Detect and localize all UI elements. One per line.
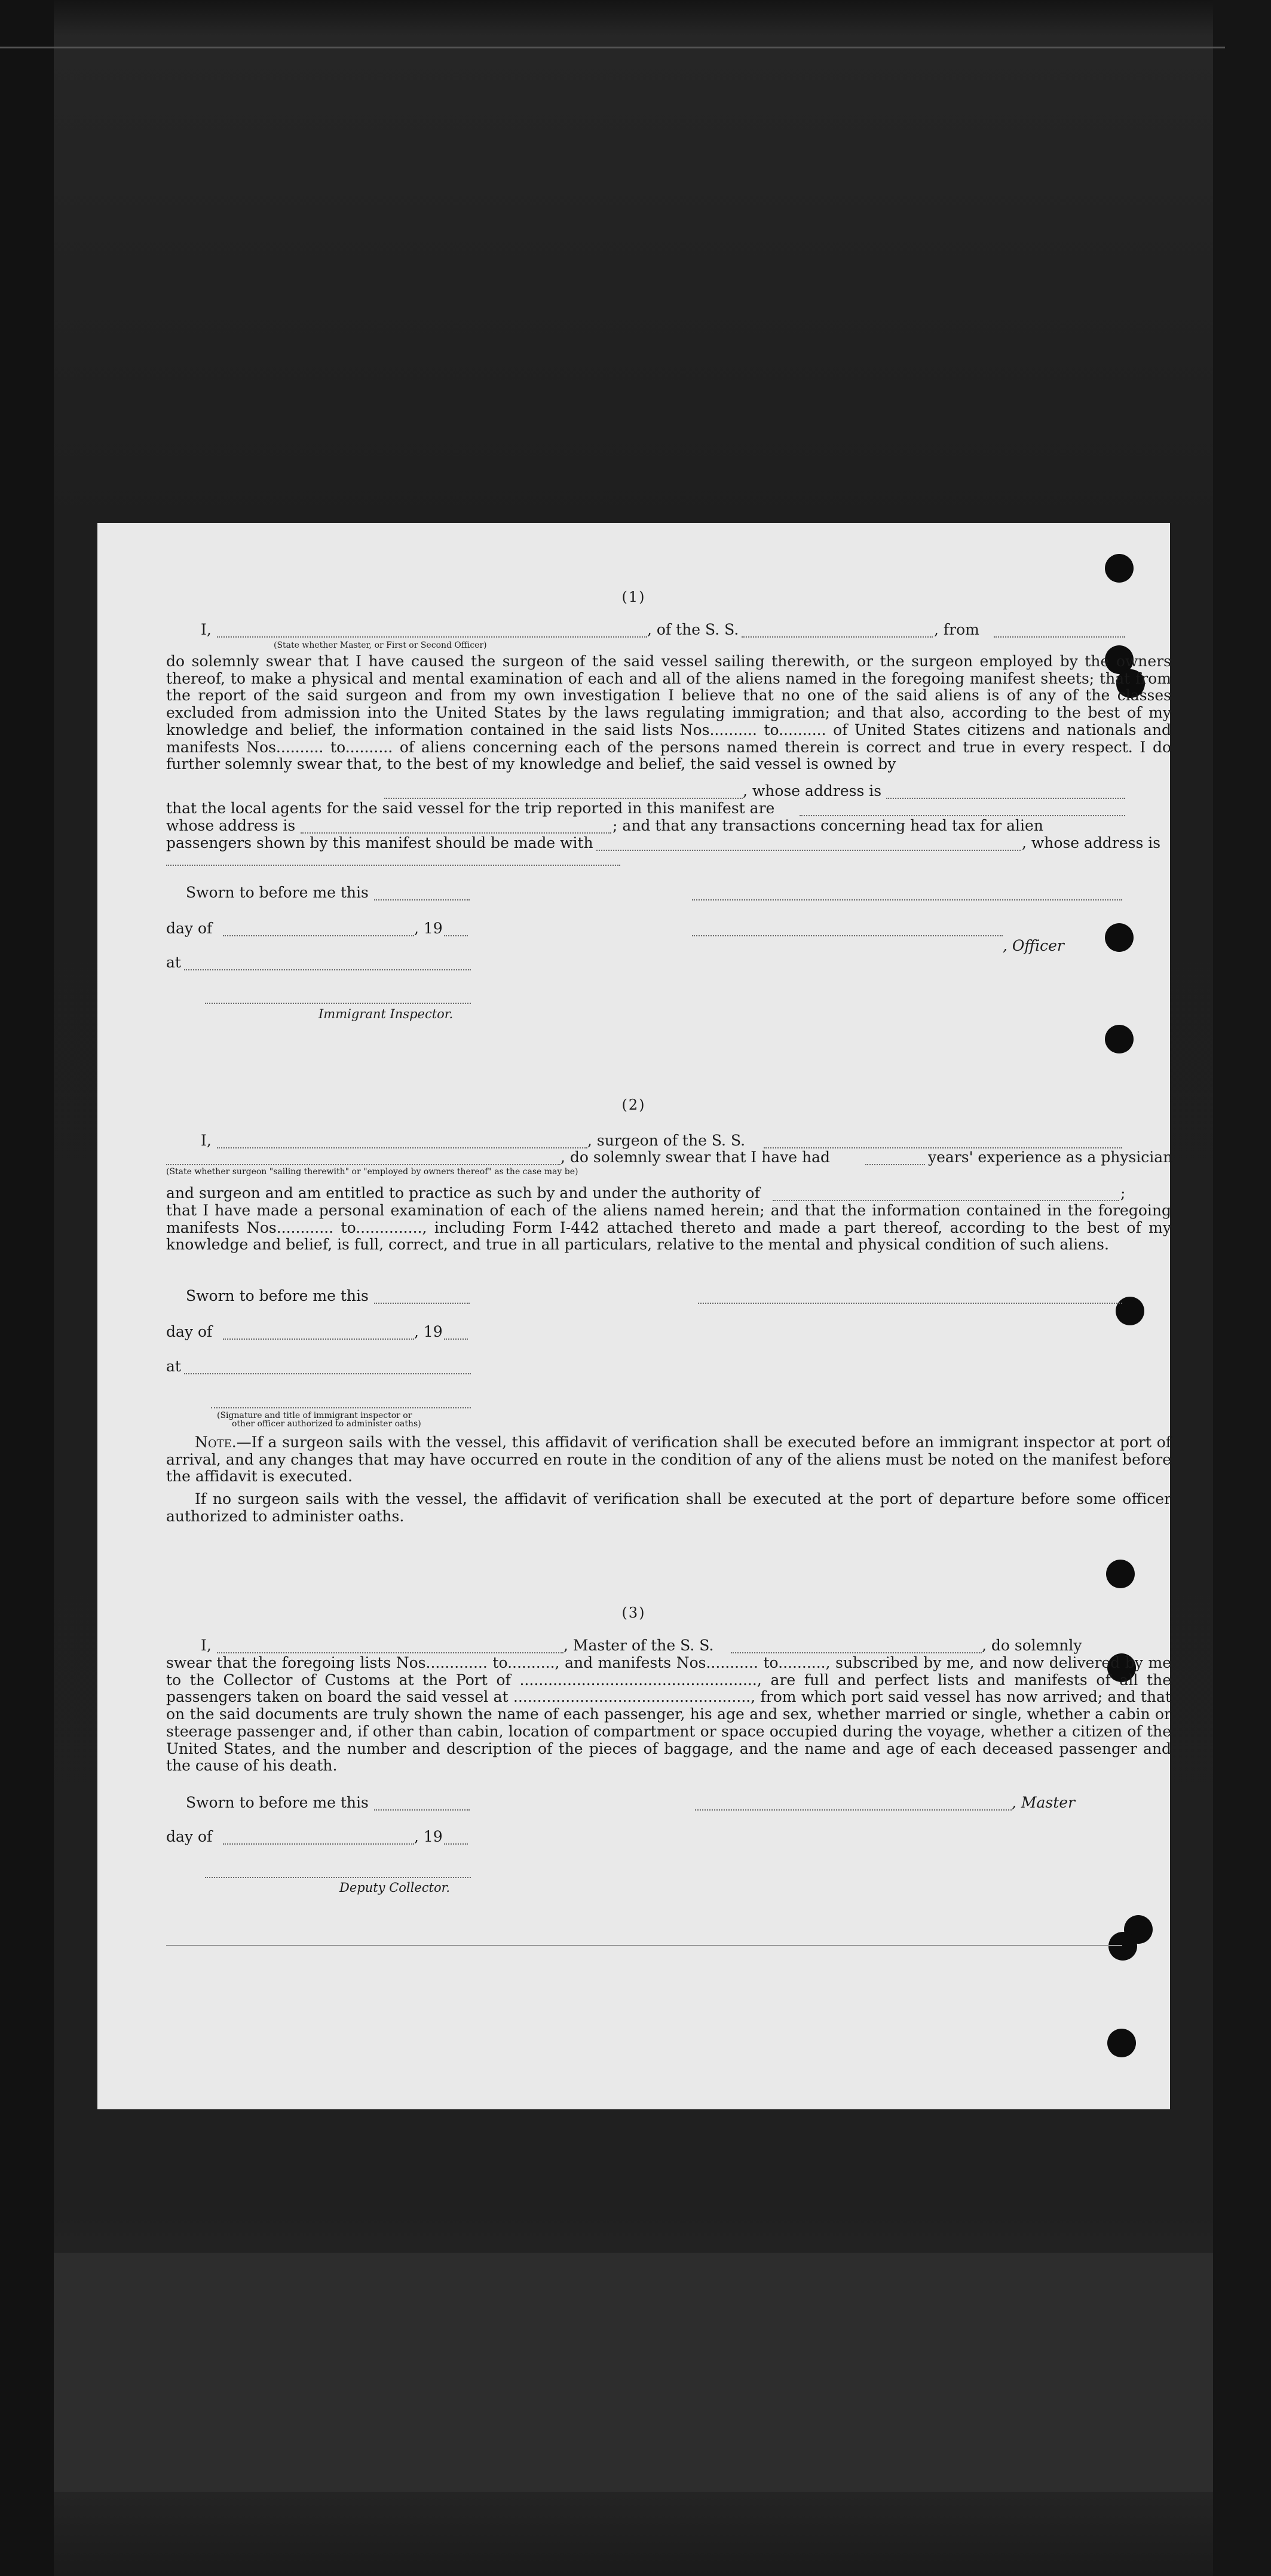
- section-2-number: (2): [621, 1096, 646, 1113]
- s1-agents-address-blank[interactable]: [301, 832, 611, 834]
- s3-year-blank[interactable]: [444, 1843, 468, 1845]
- s3-vessel-blank[interactable]: [731, 1652, 982, 1653]
- bottom-rule: [166, 1945, 1122, 1946]
- s2-years-blank[interactable]: [865, 1164, 925, 1165]
- s3-master: , Master: [1012, 1794, 1076, 1811]
- s2-sig-hint-2: other officer authorized to administer oaths): [232, 1419, 421, 1429]
- s1-sworn-blank[interactable]: [374, 899, 470, 900]
- s3-name-blank[interactable]: [217, 1652, 563, 1653]
- section-3-number: (3): [621, 1604, 646, 1621]
- s1-passengers-address-blank[interactable]: [166, 865, 620, 866]
- s2-year: , 19: [414, 1323, 443, 1340]
- s3-deputy: Deputy Collector.: [339, 1880, 451, 1895]
- s3-i: I,: [201, 1637, 212, 1654]
- s3-do-solemnly: , do solemnly: [982, 1637, 1082, 1654]
- s2-day-blank[interactable]: [223, 1338, 414, 1340]
- s2-surgeon-of: , surgeon of the S. S.: [587, 1132, 746, 1149]
- s1-day-blank[interactable]: [223, 935, 414, 936]
- s3-day-blank[interactable]: [223, 1843, 414, 1845]
- s1-i: I,: [201, 621, 212, 638]
- s2-at: at: [166, 1358, 181, 1375]
- s1-at: at: [166, 954, 181, 971]
- s1-inspector-blank[interactable]: [205, 1003, 471, 1004]
- s1-passengers: passengers shown by this manifest should be made with: [166, 834, 593, 851]
- s3-master-blank[interactable]: [695, 1809, 1012, 1811]
- film-edge-left: [0, 0, 54, 2576]
- s1-head-tax: ; and that any transactions concerning head tax for alien: [612, 817, 1043, 834]
- s1-officer: , Officer: [1003, 937, 1064, 954]
- s1-state-hint: (State whether Master, or First or Second Officer): [274, 641, 487, 650]
- s3-year: , 19: [414, 1828, 443, 1845]
- s1-day-of: day of: [166, 920, 213, 937]
- s2-day-of: day of: [166, 1323, 213, 1340]
- s1-passengers-whose: , whose address is: [1022, 834, 1161, 851]
- s2-year-blank[interactable]: [444, 1338, 468, 1340]
- s1-year: , 19: [414, 920, 443, 937]
- s1-signature-blank[interactable]: [692, 899, 1122, 900]
- punch-hole: [1116, 1297, 1144, 1325]
- s1-of-ss: , of the S. S.: [647, 621, 739, 638]
- s1-body: do solemnly swear that I have caused the surgeon of the said vessel sailing therewith, or the surgeon employed by the owners thereof, to make a physical and mental examination of each and all of the aliens named in the foregoing manifest sheets; that from the report of the said surgeon and from my own investigation I believe that no one of the said aliens is of any of the classes excluded from admission into the United States by the laws regulating immigration; and that also, according to the best of my knowledge and belief, the information contained in the said lists Nos.......... to.......... of United States citizens and nationals and manifests Nos.......... to.......... of aliens concerning each of the persons named therein is correct and true in every respect. I do further solemnly swear that, to the best of my knowledge and belief, the said vessel is owned by: [166, 653, 1171, 773]
- s2-sworn-blank[interactable]: [374, 1303, 470, 1304]
- s2-sworn: Sworn to before me this: [186, 1287, 369, 1304]
- s1-owned-address-blank[interactable]: [886, 798, 1125, 799]
- s3-body: swear that the foregoing lists Nos............. to.........., and manifests Nos........... to.........., subscribed by me, and now delivered by me to the Collector of Customs at the Port of .................................................., are full and perfect lists and manifests of all the passengers taken on board the said vessel at .................................................., from which port said vessel has now arrived; and that on the said documents are truly shown the name of each passenger, his age and sex, whether married or single, whether a cabin or steerage passenger and, if other than cabin, location of compartment or space occupied during the voyage, whether a citizen of the United States, and the number and description of the pieces of baggage, and the name and age of each deceased passenger and the cause of his death.: [166, 1654, 1171, 1775]
- s1-agents-blank[interactable]: [800, 815, 1125, 816]
- s1-owned-blank[interactable]: [384, 798, 743, 799]
- section-1-number: (1): [621, 589, 646, 605]
- punch-hole: [1108, 1932, 1137, 1961]
- s3-sworn: Sworn to before me this: [186, 1794, 369, 1811]
- s2-capacity-blank[interactable]: [166, 1164, 561, 1165]
- s2-name-blank[interactable]: [217, 1147, 587, 1148]
- s2-semicolon: ;: [1120, 1184, 1126, 1202]
- s1-owned-whose: , whose address is: [743, 782, 882, 800]
- s1-officer-blank[interactable]: [692, 935, 1003, 936]
- s3-deputy-blank[interactable]: [205, 1877, 471, 1878]
- manifest-affidavit-page: [97, 523, 1173, 2109]
- s2-note: —If a surgeon sails with the vessel, this affidavit of verification shall be executed before an immigrant inspector at port of arrival, and any changes that may have occurred en route in the condition of any of the aliens must be noted on the manifest before the affidavit is executed.: [166, 1434, 1171, 1485]
- s3-sworn-blank[interactable]: [374, 1809, 470, 1811]
- s3-day-of: day of: [166, 1828, 213, 1845]
- punch-hole: [1107, 2029, 1136, 2057]
- s2-at-blank[interactable]: [184, 1373, 471, 1374]
- s1-year-blank[interactable]: [444, 935, 468, 936]
- s2-note-paragraph: [166, 1434, 1171, 1485]
- film-top-rule: [0, 47, 1225, 48]
- s2-years: years' experience as a physician: [928, 1148, 1173, 1166]
- punch-hole: [1106, 1560, 1135, 1588]
- s2-authority: and surgeon and am entitled to practice as such by and under the authority of: [166, 1184, 760, 1202]
- s3-master-of: , Master of the S. S.: [563, 1637, 714, 1654]
- s2-sig-blank[interactable]: [211, 1407, 471, 1408]
- punch-hole: [1105, 1025, 1134, 1053]
- s2-body: that I have made a personal examination of each of the aliens named herein; and that the information contained in the foregoing manifests Nos............ to.............., including Form I-442 attached thereto and made a part thereof, according to the best of my knowledge and belief, is full, correct, and true in all particulars, relative to the mental and physical condition of such aliens.: [166, 1202, 1171, 1254]
- film-edge-right: [1213, 0, 1271, 2576]
- s1-sworn: Sworn to before me this: [186, 884, 369, 901]
- s1-vessel-blank[interactable]: [742, 636, 933, 638]
- s2-note2: If no surgeon sails with the vessel, the affidavit of verification shall be executed at the port of departure before some officer authorized to administer oaths.: [166, 1490, 1171, 1525]
- s2-sig-hint-1: (Signature and title of immigrant inspector or: [217, 1411, 412, 1420]
- s2-authority-blank[interactable]: [773, 1200, 1119, 1201]
- s1-name-blank[interactable]: [217, 636, 647, 638]
- s1-passengers-blank[interactable]: [596, 850, 1021, 851]
- punch-hole: [1105, 554, 1134, 583]
- s1-from: , from: [934, 621, 979, 638]
- s2-note-head: Note.: [195, 1434, 237, 1451]
- s2-do-swear: , do solemnly swear that I have had: [561, 1148, 831, 1166]
- s1-at-blank[interactable]: [184, 969, 471, 970]
- s1-agents: that the local agents for the said vessel for the trip reported in this manifest are: [166, 800, 775, 817]
- s2-i: I,: [201, 1132, 212, 1149]
- s1-agents-whose: whose address is: [166, 817, 296, 834]
- film-bottom-band: [54, 2253, 1213, 2492]
- s2-signature-blank[interactable]: [698, 1303, 1122, 1304]
- punch-hole: [1105, 923, 1134, 952]
- s1-inspector: Immigrant Inspector.: [318, 1007, 454, 1021]
- s1-from-blank[interactable]: [994, 636, 1125, 638]
- s2-state-hint: (State whether surgeon "sailing therewith" or "employed by owners thereof" as the case may be): [166, 1167, 578, 1177]
